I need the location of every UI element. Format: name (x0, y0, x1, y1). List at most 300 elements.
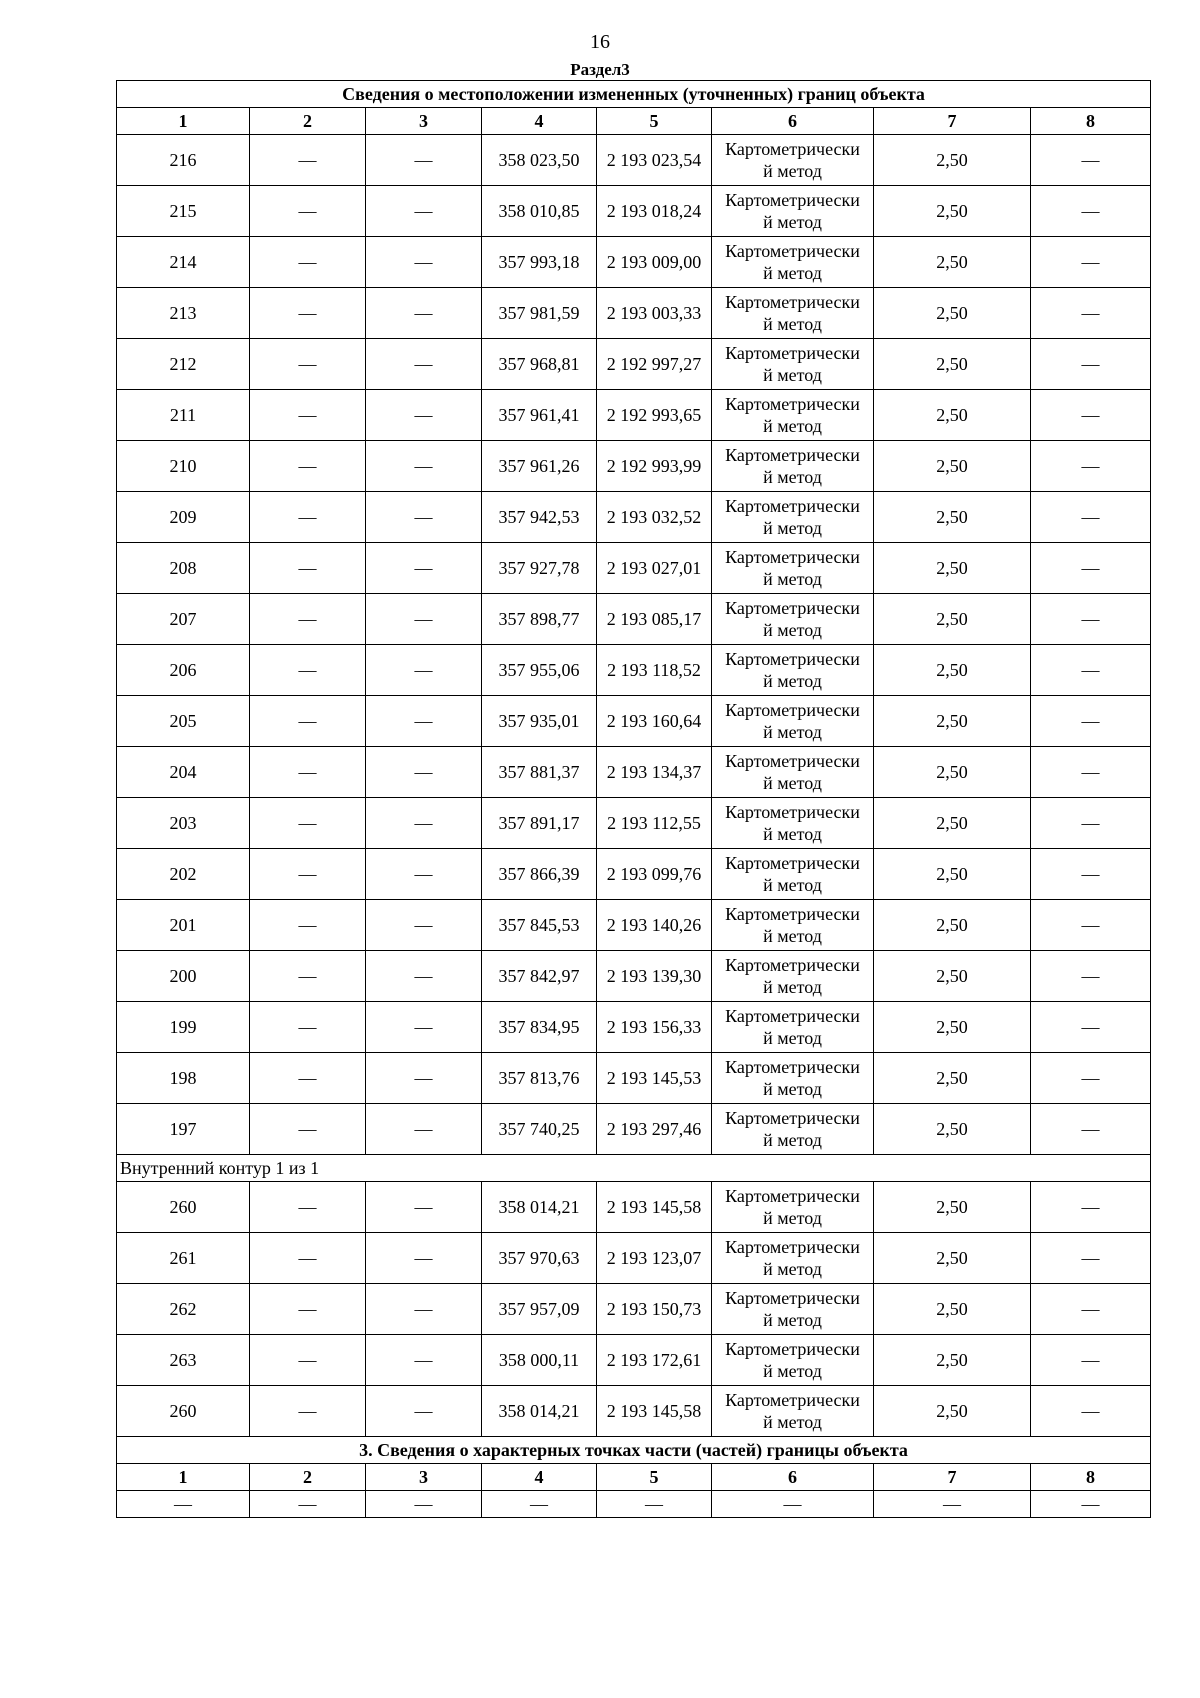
column-8-cell: — (1031, 237, 1151, 288)
column-3-cell: — (366, 798, 482, 849)
column-8-cell: — (1031, 339, 1151, 390)
column-8-cell: — (1031, 849, 1151, 900)
column-3-cell: — (366, 288, 482, 339)
point-number-cell: 202 (117, 849, 250, 900)
column-8-cell: — (1031, 288, 1151, 339)
method-line-1: Картометрически (725, 292, 860, 312)
accuracy-cell: 2,50 (874, 135, 1031, 186)
accuracy-cell: 2,50 (874, 951, 1031, 1002)
table-row (117, 1182, 1151, 1233)
column-header: 8 (1031, 1464, 1151, 1491)
accuracy-cell: 2,50 (874, 390, 1031, 441)
column-2-cell: — (250, 1233, 366, 1284)
method-line-2: й метод (763, 212, 822, 232)
y-coordinate-cell: 2 193 003,33 (597, 288, 712, 339)
empty-cell: — (597, 1491, 712, 1518)
table-row (117, 237, 1151, 288)
column-2-cell: — (250, 492, 366, 543)
method-line-2: й метод (763, 569, 822, 589)
column-8-cell: — (1031, 594, 1151, 645)
column-2-cell: — (250, 1182, 366, 1233)
y-coordinate-cell: 2 193 027,01 (597, 543, 712, 594)
column-2-cell: — (250, 951, 366, 1002)
column-3-cell: — (366, 1053, 482, 1104)
x-coordinate-cell: 357 891,17 (482, 798, 597, 849)
accuracy-cell: 2,50 (874, 1284, 1031, 1335)
accuracy-cell: 2,50 (874, 798, 1031, 849)
x-coordinate-cell: 357 866,39 (482, 849, 597, 900)
table-row (117, 1002, 1151, 1053)
method-line-2: й метод (763, 977, 822, 997)
accuracy-cell: 2,50 (874, 696, 1031, 747)
x-coordinate-cell: 357 935,01 (482, 696, 597, 747)
column-2-cell: — (250, 543, 366, 594)
column-3-cell: — (366, 645, 482, 696)
method-cell (712, 1233, 874, 1284)
column-3-cell: — (366, 1335, 482, 1386)
accuracy-cell: 2,50 (874, 1386, 1031, 1437)
empty-cell: — (117, 1491, 250, 1518)
method-line-2: й метод (763, 416, 822, 436)
column-3-cell: — (366, 900, 482, 951)
column-8-cell: — (1031, 186, 1151, 237)
point-number-cell: 201 (117, 900, 250, 951)
method-cell (712, 135, 874, 186)
column-2-cell: — (250, 645, 366, 696)
table-row (117, 390, 1151, 441)
column-3-cell: — (366, 849, 482, 900)
y-coordinate-cell: 2 193 139,30 (597, 951, 712, 1002)
empty-cell: — (712, 1491, 874, 1518)
accuracy-cell: 2,50 (874, 1053, 1031, 1104)
method-line-2: й метод (763, 365, 822, 385)
method-line-1: Картометрически (725, 1006, 860, 1026)
column-8-cell: — (1031, 135, 1151, 186)
table-row (117, 747, 1151, 798)
method-line-2: й метод (763, 1079, 822, 1099)
method-line-2: й метод (763, 773, 822, 793)
method-line-2: й метод (763, 1130, 822, 1150)
x-coordinate-cell: 357 968,81 (482, 339, 597, 390)
x-coordinate-cell: 358 023,50 (482, 135, 597, 186)
column-8-cell: — (1031, 492, 1151, 543)
column-3-cell: — (366, 339, 482, 390)
table-row (117, 1284, 1151, 1335)
x-coordinate-cell: 357 927,78 (482, 543, 597, 594)
y-coordinate-cell: 2 193 145,58 (597, 1182, 712, 1233)
column-2-cell: — (250, 900, 366, 951)
method-line-2: й метод (763, 1412, 822, 1432)
method-cell (712, 747, 874, 798)
method-cell (712, 390, 874, 441)
point-number-cell: 214 (117, 237, 250, 288)
column-8-cell: — (1031, 696, 1151, 747)
accuracy-cell: 2,50 (874, 747, 1031, 798)
y-coordinate-cell: 2 193 085,17 (597, 594, 712, 645)
accuracy-cell: 2,50 (874, 900, 1031, 951)
method-cell (712, 1182, 874, 1233)
column-8-cell: — (1031, 1386, 1151, 1437)
column-3-cell: — (366, 1233, 482, 1284)
x-coordinate-cell: 357 813,76 (482, 1053, 597, 1104)
accuracy-cell: 2,50 (874, 849, 1031, 900)
method-line-1: Картометрически (725, 1339, 860, 1359)
column-2-cell: — (250, 1002, 366, 1053)
point-number-cell: 260 (117, 1182, 250, 1233)
column-2-cell: — (250, 390, 366, 441)
accuracy-cell: 2,50 (874, 645, 1031, 696)
method-line-1: Картометрически (725, 649, 860, 669)
x-coordinate-cell: 358 014,21 (482, 1182, 597, 1233)
table-title: Сведения о местоположении измененных (уточненных) границ объекта (117, 81, 1151, 108)
accuracy-cell: 2,50 (874, 1104, 1031, 1155)
method-line-1: Картометрически (725, 343, 860, 363)
method-line-2: й метод (763, 722, 822, 742)
y-coordinate-cell: 2 193 140,26 (597, 900, 712, 951)
method-line-2: й метод (763, 1310, 822, 1330)
column-3-cell: — (366, 951, 482, 1002)
method-cell (712, 1053, 874, 1104)
column-header: 3 (366, 108, 482, 135)
y-coordinate-cell: 2 193 032,52 (597, 492, 712, 543)
y-coordinate-cell: 2 193 156,33 (597, 1002, 712, 1053)
y-coordinate-cell: 2 193 123,07 (597, 1233, 712, 1284)
column-2-cell: — (250, 1284, 366, 1335)
point-number-cell: 207 (117, 594, 250, 645)
method-line-2: й метод (763, 263, 822, 283)
y-coordinate-cell: 2 193 160,64 (597, 696, 712, 747)
section3-header-row (117, 1464, 1151, 1491)
section3-title-row (117, 1437, 1151, 1464)
method-line-1: Картометрически (725, 547, 860, 567)
table-row (117, 543, 1151, 594)
x-coordinate-cell: 357 961,41 (482, 390, 597, 441)
point-number-cell: 206 (117, 645, 250, 696)
method-line-1: Картометрически (725, 853, 860, 873)
column-2-cell: — (250, 186, 366, 237)
point-number-cell: 262 (117, 1284, 250, 1335)
column-2-cell: — (250, 798, 366, 849)
column-8-cell: — (1031, 1002, 1151, 1053)
x-coordinate-cell: 358 014,21 (482, 1386, 597, 1437)
column-header: 2 (250, 1464, 366, 1491)
x-coordinate-cell: 358 010,85 (482, 186, 597, 237)
method-cell (712, 237, 874, 288)
method-line-1: Картометрически (725, 1288, 860, 1308)
column-8-cell: — (1031, 1104, 1151, 1155)
column-3-cell: — (366, 1002, 482, 1053)
column-8-cell: — (1031, 441, 1151, 492)
method-cell (712, 441, 874, 492)
column-8-cell: — (1031, 951, 1151, 1002)
point-number-cell: 213 (117, 288, 250, 339)
accuracy-cell: 2,50 (874, 1182, 1031, 1233)
point-number-cell: 208 (117, 543, 250, 594)
x-coordinate-cell: 357 957,09 (482, 1284, 597, 1335)
column-header-row (117, 108, 1151, 135)
accuracy-cell: 2,50 (874, 1335, 1031, 1386)
table-body (117, 81, 1151, 1518)
column-2-cell: — (250, 1104, 366, 1155)
x-coordinate-cell: 357 970,63 (482, 1233, 597, 1284)
x-coordinate-cell: 357 955,06 (482, 645, 597, 696)
column-header: 4 (482, 108, 597, 135)
empty-cell: — (874, 1491, 1031, 1518)
point-number-cell: 205 (117, 696, 250, 747)
accuracy-cell: 2,50 (874, 543, 1031, 594)
column-8-cell: — (1031, 900, 1151, 951)
column-header: 1 (117, 108, 250, 135)
method-line-1: Картометрически (725, 598, 860, 618)
y-coordinate-cell: 2 193 118,52 (597, 645, 712, 696)
method-cell (712, 1002, 874, 1053)
method-cell (712, 951, 874, 1002)
column-header: 6 (712, 108, 874, 135)
column-header: 7 (874, 1464, 1031, 1491)
column-2-cell: — (250, 594, 366, 645)
table-row (117, 951, 1151, 1002)
method-line-2: й метод (763, 1028, 822, 1048)
column-3-cell: — (366, 390, 482, 441)
method-line-1: Картометрически (725, 904, 860, 924)
empty-cell: — (250, 1491, 366, 1518)
method-line-2: й метод (763, 671, 822, 691)
method-cell (712, 492, 874, 543)
column-3-cell: — (366, 1386, 482, 1437)
column-2-cell: — (250, 849, 366, 900)
method-line-1: Картометрически (725, 241, 860, 261)
column-3-cell: — (366, 594, 482, 645)
method-cell (712, 645, 874, 696)
method-line-1: Картометрически (725, 1390, 860, 1410)
method-line-1: Картометрически (725, 1108, 860, 1128)
column-2-cell: — (250, 288, 366, 339)
column-8-cell: — (1031, 645, 1151, 696)
empty-cell: — (366, 1491, 482, 1518)
method-line-2: й метод (763, 314, 822, 334)
method-line-2: й метод (763, 824, 822, 844)
x-coordinate-cell: 357 961,26 (482, 441, 597, 492)
method-line-1: Картометрически (725, 1237, 860, 1257)
method-line-1: Картометрически (725, 700, 860, 720)
column-8-cell: — (1031, 1284, 1151, 1335)
accuracy-cell: 2,50 (874, 594, 1031, 645)
method-line-1: Картометрически (725, 190, 860, 210)
method-line-2: й метод (763, 1259, 822, 1279)
accuracy-cell: 2,50 (874, 492, 1031, 543)
column-2-cell: — (250, 696, 366, 747)
method-line-1: Картометрически (725, 955, 860, 975)
column-header: 4 (482, 1464, 597, 1491)
x-coordinate-cell: 357 842,97 (482, 951, 597, 1002)
point-number-cell: 210 (117, 441, 250, 492)
y-coordinate-cell: 2 192 997,27 (597, 339, 712, 390)
method-cell (712, 900, 874, 951)
method-cell (712, 543, 874, 594)
method-line-1: Картометрически (725, 802, 860, 822)
method-line-1: Картометрически (725, 1186, 860, 1206)
y-coordinate-cell: 2 193 112,55 (597, 798, 712, 849)
point-number-cell: 260 (117, 1386, 250, 1437)
x-coordinate-cell: 357 740,25 (482, 1104, 597, 1155)
accuracy-cell: 2,50 (874, 186, 1031, 237)
table-row (117, 288, 1151, 339)
x-coordinate-cell: 358 000,11 (482, 1335, 597, 1386)
point-number-cell: 212 (117, 339, 250, 390)
method-cell (712, 1284, 874, 1335)
column-2-cell: — (250, 135, 366, 186)
column-3-cell: — (366, 1104, 482, 1155)
method-line-2: й метод (763, 1208, 822, 1228)
method-cell (712, 186, 874, 237)
table-row (117, 339, 1151, 390)
y-coordinate-cell: 2 193 145,53 (597, 1053, 712, 1104)
x-coordinate-cell: 357 845,53 (482, 900, 597, 951)
method-line-2: й метод (763, 1361, 822, 1381)
point-number-cell: 203 (117, 798, 250, 849)
y-coordinate-cell: 2 193 150,73 (597, 1284, 712, 1335)
inner-contour-row (117, 1155, 1151, 1182)
method-cell (712, 849, 874, 900)
y-coordinate-cell: 2 192 993,99 (597, 441, 712, 492)
table-row (117, 1104, 1151, 1155)
column-header: 3 (366, 1464, 482, 1491)
column-3-cell: — (366, 1182, 482, 1233)
accuracy-cell: 2,50 (874, 237, 1031, 288)
column-3-cell: — (366, 237, 482, 288)
column-8-cell: — (1031, 1335, 1151, 1386)
column-3-cell: — (366, 1284, 482, 1335)
point-number-cell: 263 (117, 1335, 250, 1386)
x-coordinate-cell: 357 834,95 (482, 1002, 597, 1053)
accuracy-cell: 2,50 (874, 1002, 1031, 1053)
column-2-cell: — (250, 1386, 366, 1437)
inner-contour-label: Внутренний контур 1 из 1 (117, 1155, 1151, 1182)
y-coordinate-cell: 2 192 993,65 (597, 390, 712, 441)
method-cell (712, 1104, 874, 1155)
boundary-points-table (116, 80, 1151, 1518)
x-coordinate-cell: 357 993,18 (482, 237, 597, 288)
column-3-cell: — (366, 135, 482, 186)
table-row (117, 594, 1151, 645)
column-2-cell: — (250, 747, 366, 798)
method-line-2: й метод (763, 467, 822, 487)
page-number: 16 (590, 31, 610, 53)
x-coordinate-cell: 357 898,77 (482, 594, 597, 645)
y-coordinate-cell: 2 193 009,00 (597, 237, 712, 288)
table-row (117, 1335, 1151, 1386)
column-header: 5 (597, 108, 712, 135)
section-label: Раздел3 (570, 60, 630, 79)
column-header: 6 (712, 1464, 874, 1491)
table-row (117, 645, 1151, 696)
column-2-cell: — (250, 339, 366, 390)
method-line-1: Картометрически (725, 1057, 860, 1077)
column-header: 8 (1031, 108, 1151, 135)
method-line-2: й метод (763, 161, 822, 181)
accuracy-cell: 2,50 (874, 288, 1031, 339)
point-number-cell: 199 (117, 1002, 250, 1053)
method-line-2: й метод (763, 926, 822, 946)
y-coordinate-cell: 2 193 018,24 (597, 186, 712, 237)
column-8-cell: — (1031, 1233, 1151, 1284)
accuracy-cell: 2,50 (874, 1233, 1031, 1284)
method-cell (712, 1386, 874, 1437)
column-3-cell: — (366, 492, 482, 543)
column-8-cell: — (1031, 543, 1151, 594)
method-line-1: Картометрически (725, 496, 860, 516)
column-8-cell: — (1031, 798, 1151, 849)
table-row (117, 900, 1151, 951)
method-line-1: Картометрически (725, 394, 860, 414)
x-coordinate-cell: 357 942,53 (482, 492, 597, 543)
y-coordinate-cell: 2 193 172,61 (597, 1335, 712, 1386)
x-coordinate-cell: 357 881,37 (482, 747, 597, 798)
column-2-cell: — (250, 1053, 366, 1104)
table-row (117, 798, 1151, 849)
table-row (117, 1386, 1151, 1437)
point-number-cell: 209 (117, 492, 250, 543)
method-line-2: й метод (763, 875, 822, 895)
method-line-2: й метод (763, 620, 822, 640)
table-title-row (117, 81, 1151, 108)
point-number-cell: 261 (117, 1233, 250, 1284)
column-2-cell: — (250, 441, 366, 492)
column-3-cell: — (366, 696, 482, 747)
column-header: 1 (117, 1464, 250, 1491)
table-row (117, 186, 1151, 237)
empty-cell: — (1031, 1491, 1151, 1518)
method-cell (712, 339, 874, 390)
table-row (117, 492, 1151, 543)
point-number-cell: 200 (117, 951, 250, 1002)
method-cell (712, 798, 874, 849)
column-3-cell: — (366, 441, 482, 492)
point-number-cell: 204 (117, 747, 250, 798)
y-coordinate-cell: 2 193 134,37 (597, 747, 712, 798)
empty-cell: — (482, 1491, 597, 1518)
point-number-cell: 216 (117, 135, 250, 186)
point-number-cell: 198 (117, 1053, 250, 1104)
table-row (117, 441, 1151, 492)
x-coordinate-cell: 357 981,59 (482, 288, 597, 339)
column-2-cell: — (250, 237, 366, 288)
table-row (117, 1053, 1151, 1104)
table-row (117, 135, 1151, 186)
method-line-1: Картометрически (725, 139, 860, 159)
column-8-cell: — (1031, 1053, 1151, 1104)
column-8-cell: — (1031, 390, 1151, 441)
column-3-cell: — (366, 186, 482, 237)
column-2-cell: — (250, 1335, 366, 1386)
method-cell (712, 288, 874, 339)
column-8-cell: — (1031, 1182, 1151, 1233)
accuracy-cell: 2,50 (874, 339, 1031, 390)
method-cell (712, 594, 874, 645)
method-line-1: Картометрически (725, 445, 860, 465)
point-number-cell: 215 (117, 186, 250, 237)
point-number-cell: 197 (117, 1104, 250, 1155)
section3-title: 3. Сведения о характерных точках части (частей) границы объекта (117, 1437, 1151, 1464)
y-coordinate-cell: 2 193 023,54 (597, 135, 712, 186)
column-3-cell: — (366, 747, 482, 798)
section3-empty-row (117, 1491, 1151, 1518)
y-coordinate-cell: 2 193 145,58 (597, 1386, 712, 1437)
column-3-cell: — (366, 543, 482, 594)
table-row (117, 849, 1151, 900)
column-8-cell: — (1031, 747, 1151, 798)
accuracy-cell: 2,50 (874, 441, 1031, 492)
